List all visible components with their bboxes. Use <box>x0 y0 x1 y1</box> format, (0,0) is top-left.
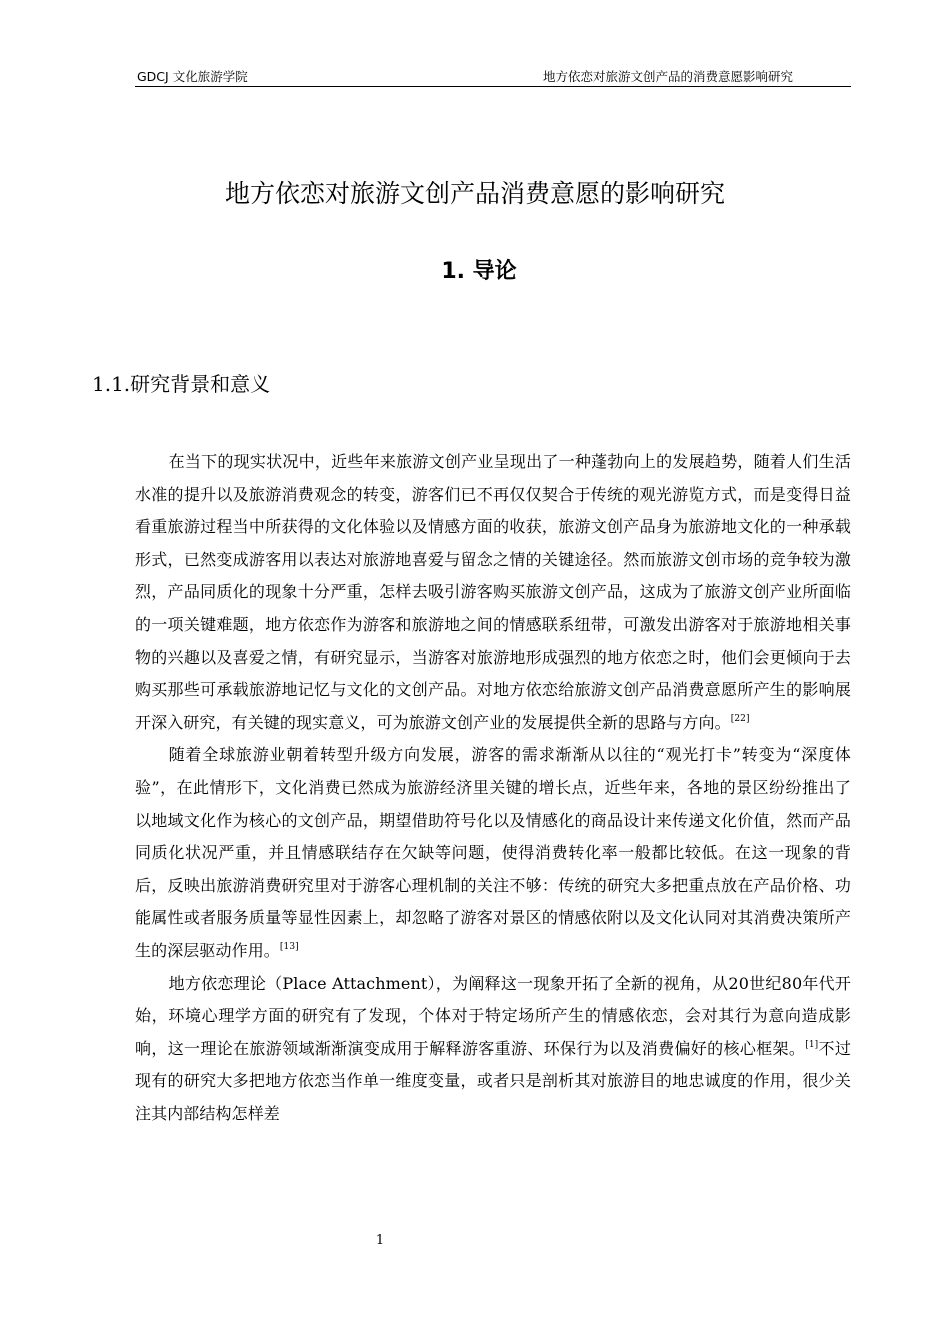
citation-13[interactable]: [13] <box>279 941 299 952</box>
page-number: 1 <box>375 1233 385 1248</box>
paragraph-3 <box>135 968 851 1131</box>
paragraph-2 <box>135 739 851 967</box>
paragraph-1-text: 在当下的现实状况中，近些年来旅游文创产业呈现出了一种蓬勃向上的发展趋势，随着人们生活水准的提升以及旅游消费观念的转变，游客们已不再仅仅契合于传统的观光游览方式，而是变得日益看重旅游过程当中所获得的文化体验以及情感方面的收获，旅游文创产品身为旅游地文化的一种承载形式，已然变成游客用以表达对旅游地喜爱与留念之情的关键途径。然而旅游文创市场的竞争较为激烈，产品同质化的现象十分严重，怎样去吸引游客购买旅游文创产品，这成为了旅游文创产业所面临的一项关键难题，地方依恋作为游客和旅游地之间的情感联系纽带，可激发出游客对于旅游地相关事物的兴趣以及喜爱之情，有研究显示，当游客对旅游地形成强烈的地方依恋之时，他们会更倾向于去购买那些可承载旅游地记忆与文化的文创产品。对地方依恋给旅游文创产品消费意愿所产生的影响展开深入研究，有关键的现实意义，可为旅游文创产业的发展提供全新的思路与方向。 <box>135 452 851 732</box>
body-text <box>135 446 851 1130</box>
paragraph-1 <box>135 446 851 739</box>
header-institution: GDCJ 文化旅游学院 <box>137 69 248 84</box>
citation-22[interactable]: [22] <box>730 713 750 724</box>
section-heading: 1. 导论 <box>441 259 517 284</box>
subsection-number: 1.1. <box>92 372 131 396</box>
running-header <box>135 66 851 87</box>
citation-1[interactable]: [1] <box>805 1039 819 1050</box>
header-paper-title: 地方依恋对旅游文创产品的消费意愿影响研究 <box>542 69 793 84</box>
paragraph-2-text: 随着全球旅游业朝着转型升级方向发展，游客的需求渐渐从以往的“观光打卡”转变为“深度体验”，在此情形下，文化消费已然成为旅游经济里关键的增长点，近些年来，各地的景区纷纷推出了以地域文化作为核心的文创产品，期望借助符号化以及情感化的商品设计来传递文化价值，然而产品同质化状况严重，并且情感联结存在欠缺等问题，使得消费转化率一般都比较低。在这一现象的背后，反映出旅游消费研究里对于游客心理机制的关注不够：传统的研究大多把重点放在产品价格、功能属性或者服务质量等显性因素上，却忽略了游客对景区的情感依附以及文化认同对其消费决策所产生的深层驱动作用。 <box>135 745 851 960</box>
paragraph-3-text-before: 地方依恋理论（Place Attachment），为阐释这一现象开拓了全新的视角，从20世纪80年代开始，环境心理学方面的研究有了发现，个体对于特定场所产生的情感依恋，会对其行为意向造成影响，这一理论在旅游领域渐渐演变成用于解释游客重游、环保行为以及消费偏好的核心框架。 <box>135 973 851 1058</box>
subsection-heading <box>92 368 270 397</box>
paper-title: 地方依恋对旅游文创产品消费意愿的影响研究 <box>224 179 725 208</box>
subsection-title: 研究背景和意义 <box>130 372 271 396</box>
paragraph-3-text-after: 不过现有的研究大多把地方依恋当作单一维度变量，或者只是剖析其对旅游目的地忠诚度的作用，很少关注其内部结构怎样差 <box>135 1038 851 1123</box>
